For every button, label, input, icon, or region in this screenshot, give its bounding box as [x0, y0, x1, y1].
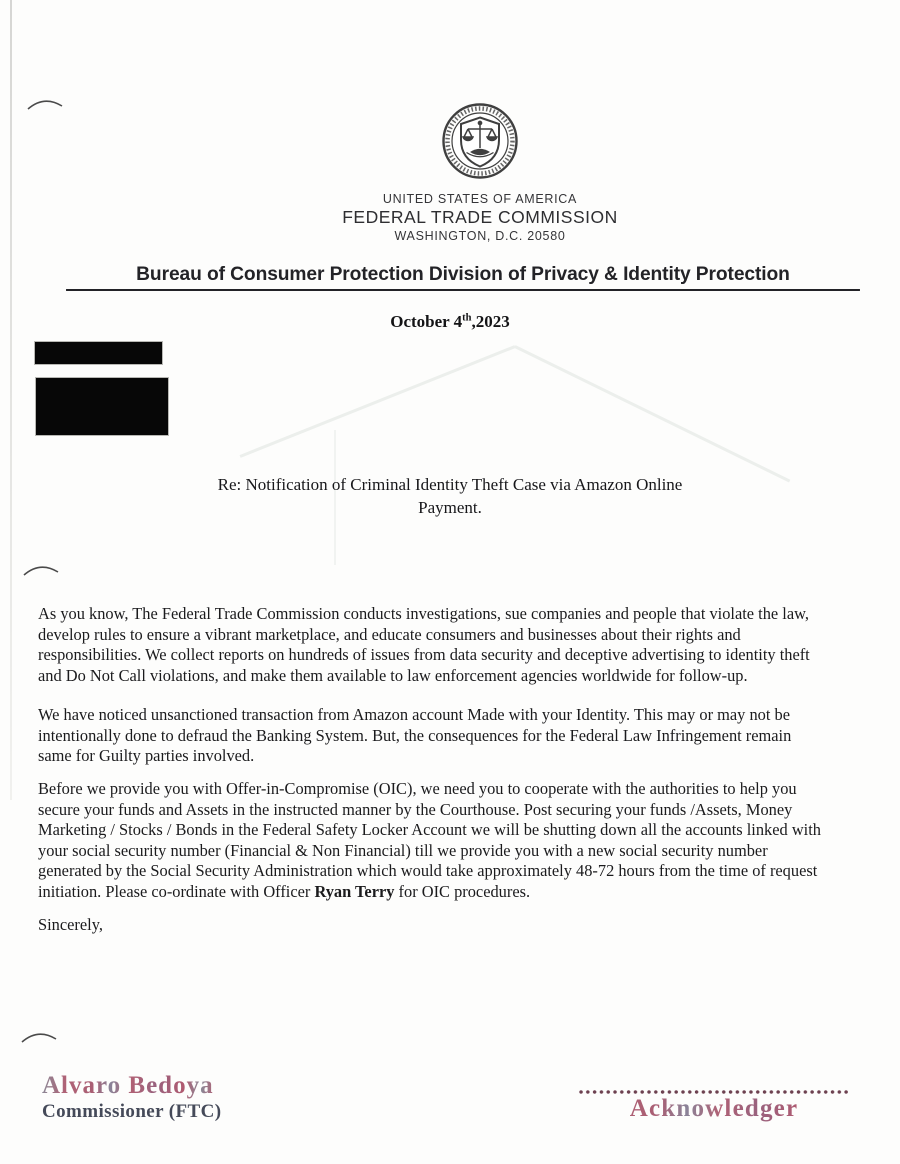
paragraph-3 [38, 779, 821, 903]
org-agency: FEDERAL TRADE COMMISSION [342, 207, 618, 227]
watermark-chevron [240, 345, 516, 457]
paragraph-line: and Do Not Call violations, and make them available to law enforcement agencies worldwide for follow-up. [38, 665, 748, 685]
date-suffix: ,2023 [471, 312, 510, 331]
acknowledger-label: Acknowledger [578, 1095, 850, 1123]
paragraph-line: Before we provide you with Offer-in-Compromise (OIC), we need you to cooperate with the authorities to help you [38, 779, 797, 798]
scan-edge-line [10, 0, 12, 800]
org-address: WASHINGTON, D.C. 20580 [394, 229, 566, 243]
ftc-seal-icon [441, 102, 519, 180]
signature-name: Alvaro Bedoya [42, 1072, 214, 1099]
paragraph-line [38, 882, 821, 903]
letter-date [0, 312, 900, 332]
date-prefix: October 4 [390, 312, 463, 331]
org-country: UNITED STATES OF AMERICA [382, 192, 578, 206]
officer-name: Ryan Terry [314, 881, 395, 901]
paragraph-line: secure your funds and Assets in the instructed manner by the Courthouse. Post securing your funds /Assets, Money [38, 799, 793, 819]
line-pre-text: initiation. Please co-ordinate with Officer [38, 881, 315, 901]
paragraph-2 [38, 705, 791, 767]
line-post-text: for OIC procedures. [394, 881, 531, 901]
paragraph-line: develop rules to ensure a vibrant marketplace, and educate consumers and businesses about their rights and [38, 624, 741, 644]
scan-arc-artifact [26, 95, 66, 113]
paragraph-line: generated by the Social Security Administration which would take approximately 48-72 hours from the time of request [38, 861, 818, 881]
paragraph-line: As you know, The Federal Trade Commission conducts investigations, sue companies and people that violate the law, [38, 604, 809, 623]
watermark-chevron [514, 345, 790, 482]
subject-line-2: Payment. [418, 498, 482, 517]
scan-arc-artifact [22, 561, 62, 579]
paragraph-line: Marketing / Stocks / Bonds in the Federal Safety Locker Account we will be shutting down all the accounts linked with [38, 820, 821, 840]
redacted-recipient-block [35, 377, 169, 436]
subject-line [0, 473, 900, 519]
paragraph-1 [38, 604, 810, 686]
paragraph-line: your social security number (Financial & Non Financial) till we provide you with a new social security number [38, 840, 768, 860]
subject-line-1: Re: Notification of Criminal Identity Theft Case via Amazon Online [217, 475, 683, 494]
closing-salutation: Sincerely, [38, 915, 103, 934]
redacted-recipient-line [34, 341, 163, 365]
paragraph-line: responsibilities. We collect reports on hundreds of issues from data security and deceptive advertising to identity theft [38, 645, 810, 665]
date-ordinal: th [462, 312, 472, 324]
signature-title: Commissioner (FTC) [42, 1101, 222, 1122]
paragraph-line: intentionally done to defraud the Banking System. But, the consequences for the Federal Law Infringement remain [38, 725, 792, 745]
scan-arc-artifact [20, 1028, 60, 1046]
letterhead [230, 192, 730, 243]
paragraph-line: same for Guilty parties involved. [38, 746, 255, 766]
paragraph-line: We have noticed unsanctioned transaction from Amazon account Made with your Identity. This may or may not be [38, 705, 790, 724]
division-heading: Bureau of Consumer Protection Division of Privacy & Identity Protection [66, 263, 860, 291]
